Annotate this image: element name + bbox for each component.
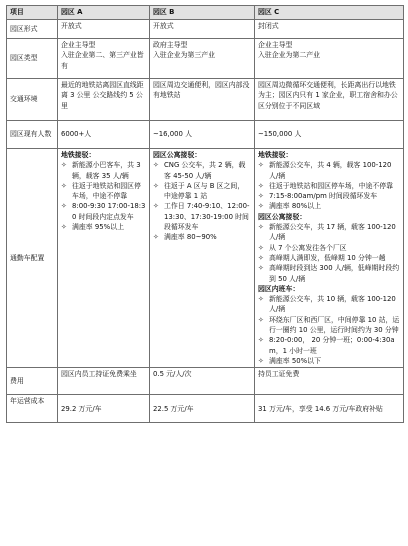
list-item: [258, 356, 400, 366]
bullet-icon: ✧: [258, 192, 264, 201]
list-item-text: 8:00-9:30 17:00-18:30 时间段内定点发车: [72, 202, 146, 221]
list-item-text: 环绕东厂区和西厂区，中间停靠 10 站，运行一圈约 10 公里，运行时间约为 30 分钟: [269, 315, 400, 335]
section-heading: 园区公寓接驳：: [153, 151, 202, 159]
row-label: 园区形式: [7, 20, 58, 39]
bullet-list: [258, 294, 400, 366]
section-heading: 地铁接驳：: [61, 151, 96, 159]
list-item: [153, 201, 251, 232]
list-item: [258, 181, 400, 191]
bullet-icon: ✧: [153, 181, 159, 190]
list-item: [153, 181, 251, 202]
bullet-icon: ✧: [258, 295, 264, 304]
row-annual-cost: [7, 395, 404, 423]
bullet-icon: ✧: [258, 356, 264, 365]
list-item-text: 往返于 A 区与 B 区之间，中途停靠 1 站: [164, 181, 245, 201]
bullet-list: [258, 222, 400, 284]
list-item: [258, 160, 400, 181]
list-item: [258, 222, 400, 243]
cell-c: 企业主导型 入驻企业为第二产业: [255, 39, 404, 79]
cell-c: 封闭式: [255, 20, 404, 39]
row-label: 年运营成本: [7, 395, 58, 423]
bullet-list: [61, 160, 146, 232]
row-label: 通勤车配置: [7, 149, 58, 368]
list-item-text: 7:15-8:00am/pm 时间段循环发车: [269, 192, 378, 201]
bullet-icon: ✧: [153, 161, 159, 170]
list-item: [258, 201, 400, 211]
bullet-icon: ✧: [258, 202, 264, 211]
list-item: [258, 253, 400, 263]
cell-a: 最近的地铁站离园区直线距离 3 公里 公交路线约 5 公里: [58, 79, 150, 121]
row-label: 园区现有人数: [7, 121, 58, 149]
list-item-text: 满座率 50%以下: [269, 356, 321, 365]
row-type: [7, 39, 404, 79]
list-item-text: 新能源公交车，共 4 辆，载客 100-120 人/辆: [269, 161, 392, 180]
list-item-text: 满座率 95%以上: [72, 223, 124, 232]
list-item-text: 新能源公交车，共 17 辆，载客 100-120 人/辆: [269, 223, 396, 242]
list-item: [153, 232, 251, 242]
bullet-icon: ✧: [153, 233, 159, 242]
list-item: [258, 335, 400, 356]
cell-c: 持员工证免费: [255, 368, 404, 395]
cell-c: [255, 149, 404, 368]
bullet-icon: ✧: [258, 315, 264, 324]
list-item-text: 满座率 80~90%: [164, 233, 217, 242]
cell-a: 企业主导型 入驻企业第二、第三产业皆有: [58, 39, 150, 79]
comparison-table: [6, 5, 404, 423]
list-item: [153, 160, 251, 181]
list-item-text: 新能源公交车，共 10 辆，载客 100-120 人/辆: [269, 295, 396, 314]
bullet-icon: ✧: [153, 202, 159, 211]
list-item-text: 高峰期时段到达 300 人/辆，低峰期时段约到 50 人/辆: [269, 264, 400, 283]
row-traffic: [7, 79, 404, 121]
list-item-text: CNG 公交车，共 2 辆，载客 45-50 人/辆: [164, 161, 246, 180]
row-label: 园区类型: [7, 39, 58, 79]
cell-a: [58, 149, 150, 368]
cell-b: [150, 149, 255, 368]
section-heading: 地铁接驳：: [258, 151, 293, 159]
list-item-text: 8:20-0:00， 20 分钟一班；0:00-4:30am，1 小时一班: [269, 336, 395, 355]
bullet-icon: ✧: [61, 202, 67, 211]
list-item-text: 从 7 个公寓发往各个厂区: [269, 243, 347, 252]
list-item: [61, 181, 146, 202]
cell-b: 政府主导型 入驻企业为第三产业: [150, 39, 255, 79]
header-park-b: 园区 B: [150, 6, 255, 20]
bullet-icon: ✧: [61, 161, 67, 170]
row-form: [7, 20, 404, 39]
bullet-icon: ✧: [61, 223, 67, 232]
list-item-text: 往返于地铁站和园区停车场，中途不停靠: [269, 181, 394, 190]
bullet-icon: ✧: [258, 336, 264, 345]
list-item: [258, 294, 400, 315]
bullet-icon: ✧: [258, 161, 264, 170]
list-item: [258, 191, 400, 201]
cell-b: ~16,000 人: [150, 121, 255, 149]
bullet-icon: ✧: [258, 181, 264, 190]
bullet-icon: ✧: [258, 243, 264, 252]
list-item: [258, 263, 400, 284]
bullet-list: [258, 160, 400, 211]
list-item: [61, 201, 146, 222]
row-population: [7, 121, 404, 149]
cell-c: 园区周边微循环交通便利，长距离出行以地铁为主；园区内只有 1 家企业，职工宿舍和办公区分别位于不同区域: [255, 79, 404, 121]
header-park-a: 园区 A: [58, 6, 150, 20]
header-park-c: 园区 C: [255, 6, 404, 20]
cell-b: 开放式: [150, 20, 255, 39]
cell-c: ~150,000 人: [255, 121, 404, 149]
list-item: [61, 160, 146, 181]
row-fee: [7, 368, 404, 395]
header-item: 项目: [7, 6, 58, 20]
bullet-icon: ✧: [258, 223, 264, 232]
row-label: 费用: [7, 368, 58, 395]
list-item-text: 新能源小巴客车，共 3 辆，载客 35 人/辆: [72, 161, 141, 180]
bullet-icon: ✧: [258, 253, 264, 262]
cell-b: 0.5 元/人/次: [150, 368, 255, 395]
cell-a: 园区内员工持证免费乘坐: [58, 368, 150, 395]
list-item: [258, 243, 400, 253]
bullet-list: [153, 160, 251, 242]
cell-c: 31 万元/车，享受 14.6 万元/车政府补贴: [255, 395, 404, 423]
section-heading: 园区公寓接驳：: [258, 212, 307, 221]
list-item-text: 满座率 80%以上: [269, 202, 321, 211]
row-label: 交通环境: [7, 79, 58, 121]
list-item: [61, 222, 146, 232]
row-shuttle: [7, 149, 404, 368]
cell-a: 6000+人: [58, 121, 150, 149]
cell-a: 开放式: [58, 20, 150, 39]
list-item-text: 工作日 7:40-9:10、12:00-13:30、17:30-19:00 时间段循环发车: [164, 202, 250, 232]
header-row: [7, 6, 404, 20]
section-heading: 园区内班车：: [258, 284, 300, 293]
cell-b: 22.5 万元/车: [150, 395, 255, 423]
bullet-icon: ✧: [258, 264, 264, 273]
bullet-icon: ✧: [61, 181, 67, 190]
list-item: [258, 315, 400, 336]
list-item-text: 往返于地铁站和园区停车场，中途不停靠: [72, 181, 141, 201]
cell-b: 园区周边交通便利，园区内部没有地铁站: [150, 79, 255, 121]
cell-a: 29.2 万元/车: [58, 395, 150, 423]
list-item-text: 高峰期人满即发，低峰期 10 分钟一趟: [269, 253, 386, 262]
